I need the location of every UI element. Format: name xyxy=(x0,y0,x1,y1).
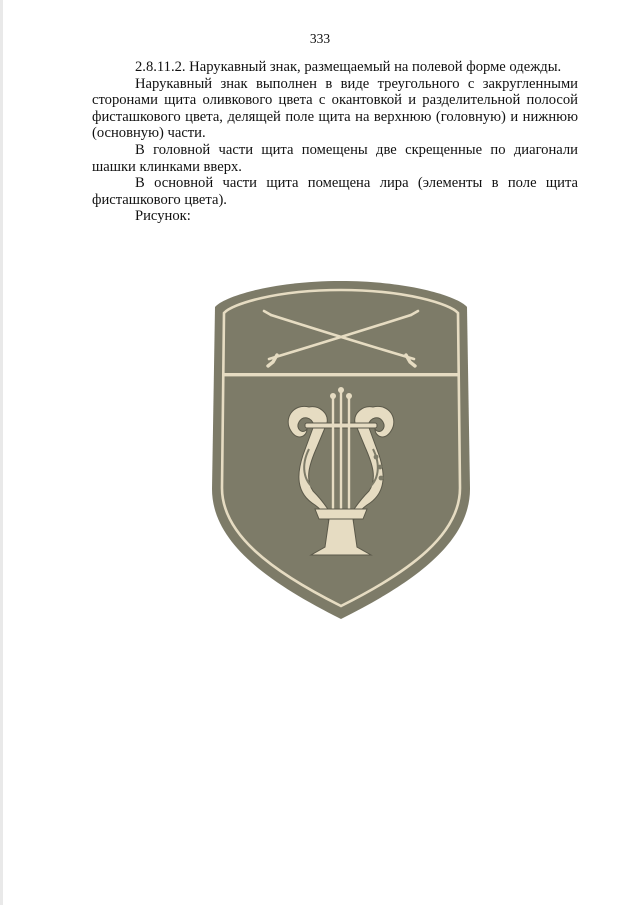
section-text xyxy=(92,59,578,225)
page-number: 333 xyxy=(309,31,331,46)
figure-label: Рисунок: xyxy=(135,208,191,225)
shield-dividing-stripe xyxy=(223,373,459,376)
sleeve-insignia-figure xyxy=(211,279,471,621)
section-heading: 2.8.11.2. Нарукавный знак, размещаемый на полевой форме одежды. xyxy=(135,59,562,75)
lyre-strings xyxy=(330,387,352,511)
sleeve-insignia-shield xyxy=(211,279,471,621)
paragraph-head-part: В головной части щита помещены две скрещенные по диагонали шашки клинками вверх. xyxy=(92,141,578,175)
scan-edge xyxy=(0,0,3,905)
paragraph-description: Нарукавный знак выполнен в виде треугольного с закругленными сторонами щита оливкового цвета с окантовкой и разделительной полосой фисташкового цвета, делящей поле щита на верхнюю (головную) и нижнюю (основную) части. xyxy=(92,75,578,142)
paragraph-main-part: В основной части щита помещена лира (элементы в поле щита фисташкового цвета). xyxy=(92,175,578,208)
lyre-base xyxy=(315,509,367,519)
